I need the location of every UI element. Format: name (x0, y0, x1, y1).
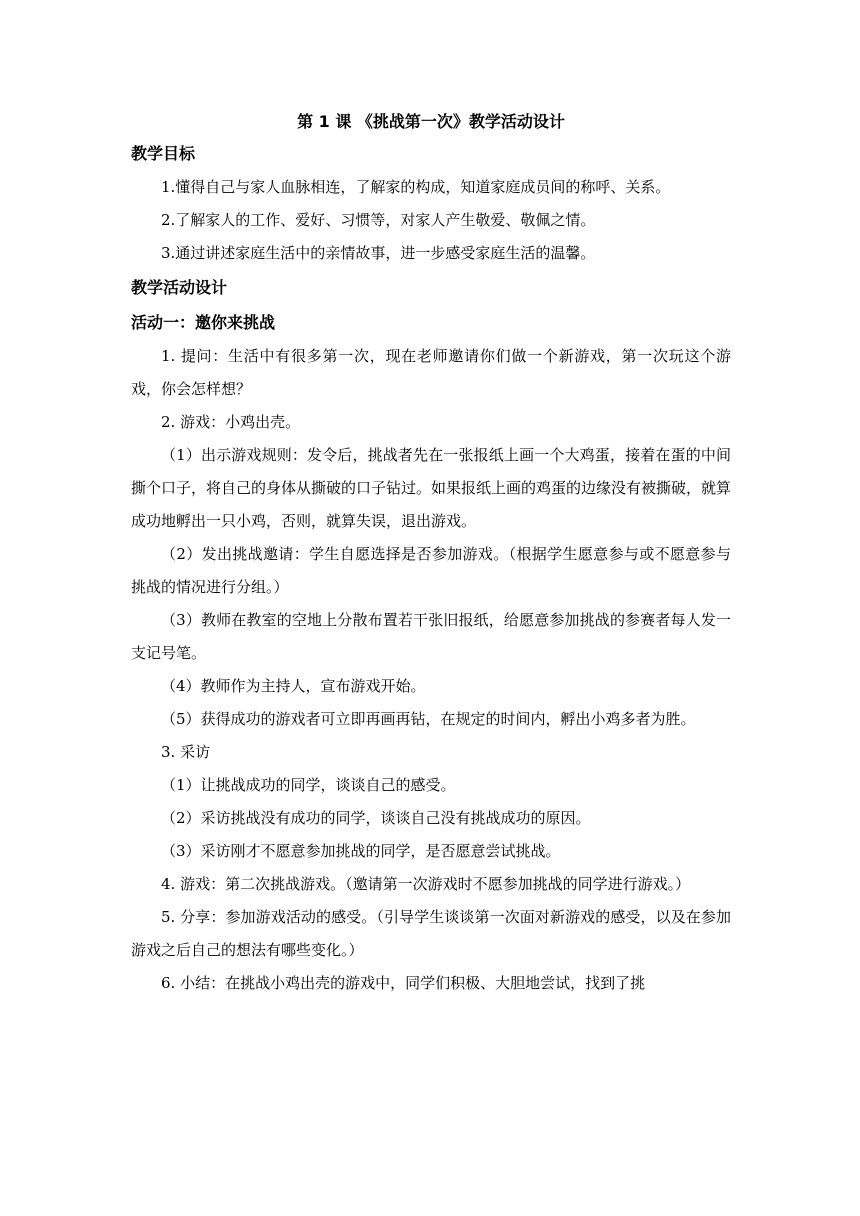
paragraph: 2.了解家人的工作、爱好、习惯等，对家人产生敬爱、敬佩之情。 (161, 211, 596, 229)
paragraph: 2. 游戏：小鸡出壳。 (161, 413, 301, 431)
paragraph: （2）采访挑战没有成功的同学，谈谈自己没有挑战成功的原因。 (161, 809, 591, 827)
paragraph: （3）教师在教室的空地上分散布置若干张旧报纸，给愿意参加挑战的参赛者每人发一支记号笔。 (131, 611, 731, 662)
paragraph: 3.通过讲述家庭生活中的亲情故事，进一步感受家庭生活的温馨。 (161, 244, 596, 262)
section-heading: 教学目标 (131, 144, 196, 163)
document-title: 第 1 课 《挑战第一次》教学活动设计 (297, 112, 565, 131)
paragraph: 1. 提问：生活中有很多第一次，现在老师邀请你们做一个新游戏，第一次玩这个游戏，你会怎样想？ (131, 347, 731, 398)
paragraph: （2）发出挑战邀请：学生自愿选择是否参加游戏。（根据学生愿意参与或不愿意参与挑战的情况进行分组。） (131, 545, 731, 596)
paragraph: （3）采访刚才不愿意参加挑战的同学，是否愿意尝试挑战。 (161, 842, 561, 860)
paragraph: 5. 分享：参加游戏活动的感受。（引导学生谈谈第一次面对新游戏的感受，以及在参加游戏之后自己的想法有哪些变化。） (131, 908, 731, 959)
paragraph: 6. 小结：在挑战小鸡出壳的游戏中，同学们积极、大胆地尝试，找到了挑 (161, 974, 646, 992)
paragraph: （4）教师作为主持人，宣布游戏开始。 (161, 677, 426, 695)
paragraph: （5）获得成功的游戏者可立即再画再钻，在规定的时间内，孵出小鸡多者为胜。 (161, 710, 696, 728)
section-heading: 活动一：邀你来挑战 (131, 313, 276, 332)
paragraph: （1）让挑战成功的同学，谈谈自己的感受。 (161, 776, 456, 794)
paragraph: 1.懂得自己与家人血脉相连，了解家的构成，知道家庭成员间的称呼、关系。 (161, 178, 671, 196)
section-heading: 教学活动设计 (131, 278, 228, 297)
paragraph: 4. 游戏：第二次挑战游戏。（邀请第一次游戏时不愿参加挑战的同学进行游戏。） (161, 875, 691, 893)
paragraph: （1）出示游戏规则：发令后，挑战者先在一张报纸上画一个大鸡蛋，接着在蛋的中间撕个口子，将自己的身体从撕破的口子钻过。如果报纸上画的鸡蛋的边缘没有被撕破，就算成功地孵出一只小鸡，否则，就算失误，退出游戏。 (131, 446, 732, 530)
paragraph: 3. 采访 (161, 743, 211, 761)
document-page (131, 112, 731, 1000)
